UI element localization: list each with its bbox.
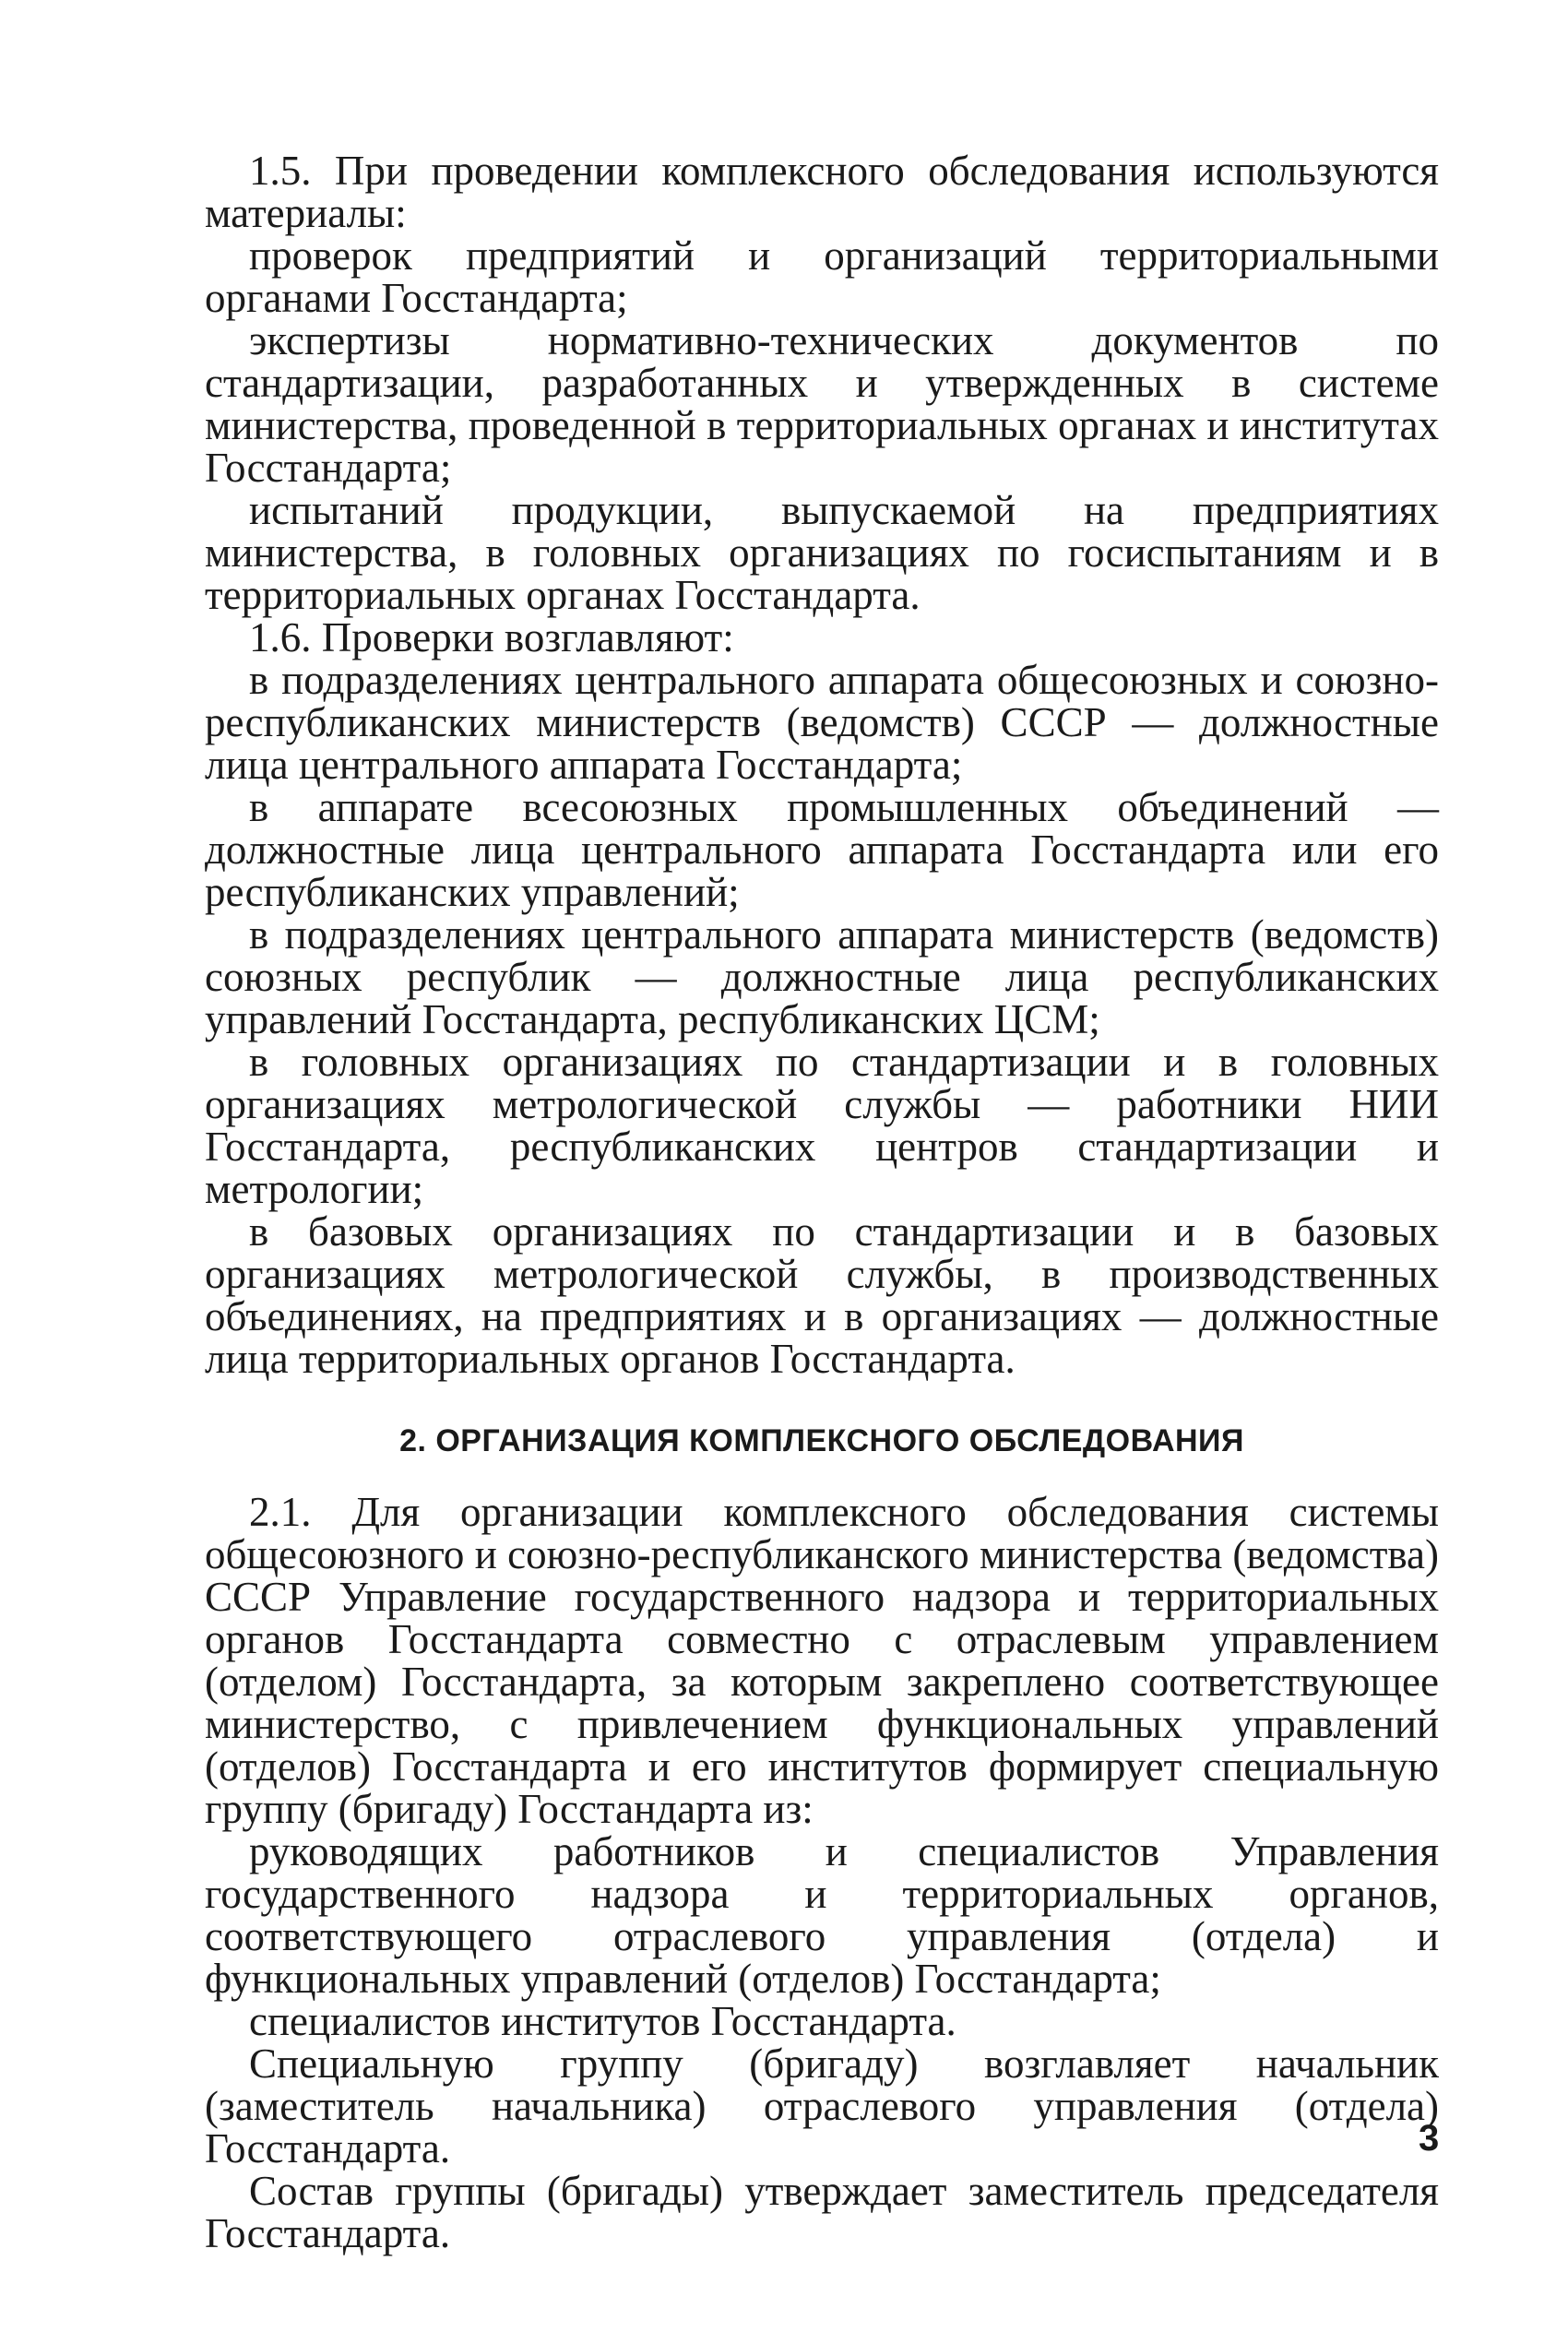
paragraph-expertise: экспертизы нормативно-технических документов по стандартизации, разработанных и утвержденных в системе министерства, проведенной в территориальных органах и институтах Госстандарта;: [205, 317, 1439, 491]
paragraph-1-5-intro: 1.5. При проведении комплексного обследования используются материалы:: [205, 148, 1439, 236]
document-body: [205, 149, 1439, 2255]
paragraph-1-6-intro: 1.6. Проверки возглавляют:: [249, 614, 734, 660]
paragraph-group-approval: Состав группы (бригады) утверждает заместитель председателя Госстандарта.: [205, 2168, 1439, 2256]
paragraph-specialists: специалистов институтов Госстандарта.: [249, 1998, 956, 2044]
section-2-heading: 2. ОРГАНИЗАЦИЯ КОМПЛЕКСНОГО ОБСЛЕДОВАНИЯ: [399, 1423, 1244, 1458]
paragraph-2-1: 2.1. Для организации комплексного обследования системы общесоюзного и союзно-республиканского министерства (ведомства) СССР Управление государственного надзора и территориальных органов Госстандарта совместно с отраслевым управлением (отделом) Госстандарта, за которым закреплено соответствующее министерство, с привлечением функциональных управлений (отделов) Госстандарта и его институтов формирует специальную группу (бригаду) Госстандарта из:: [205, 1489, 1439, 1832]
paragraph-tests: испытаний продукции, выпускаемой на предприятиях министерства, в головных организациях по госиспытаниям и в территориальных органах Госстандарта.: [205, 487, 1439, 618]
paragraph-managers: руководящих работников и специалистов Управления государственного надзора и территориальных органов, соответствующего отраслевого управления (отдела) и функциональных управлений (отделов) Госстандарта;: [205, 1828, 1439, 2002]
paragraph-base-organizations: в базовых организациях по стандартизации и в базовых организациях метрологической службы, в производственных объединениях, на предприятиях и в организациях — должностные лица территориальных органов Госстандарта.: [205, 1208, 1439, 1382]
page-number: 3: [1419, 2118, 1440, 2159]
paragraph-checks: проверок предприятий и организаций территориальными органами Госстандарта;: [205, 232, 1439, 321]
paragraph-union-republics: в подразделениях центрального аппарата министерств (ведомств) союзных республик — должностные лица республиканских управлений Госстандарта, республиканских ЦСМ;: [205, 911, 1439, 1042]
paragraph-industrial-associations: в аппарате всесоюзных промышленных объединений — должностные лица центрального аппарата Госстандарта или его республиканских управлений;: [205, 784, 1439, 915]
paragraph-central-apparatus: в подразделениях центрального аппарата общесоюзных и союзно-республиканских министерств (ведомств) СССР — должностные лица центрального аппарата Госстандарта;: [205, 657, 1439, 788]
paragraph-group-head: Специальную группу (бригаду) возглавляет начальник (заместитель начальника) отраслевого управления (отдела) Госстандарта.: [205, 2040, 1439, 2171]
paragraph-head-organizations: в головных организациях по стандартизации и в головных организациях метрологической службы — работники НИИ Госстандарта, республиканских центров стандартизации и метрологии;: [205, 1039, 1439, 1212]
